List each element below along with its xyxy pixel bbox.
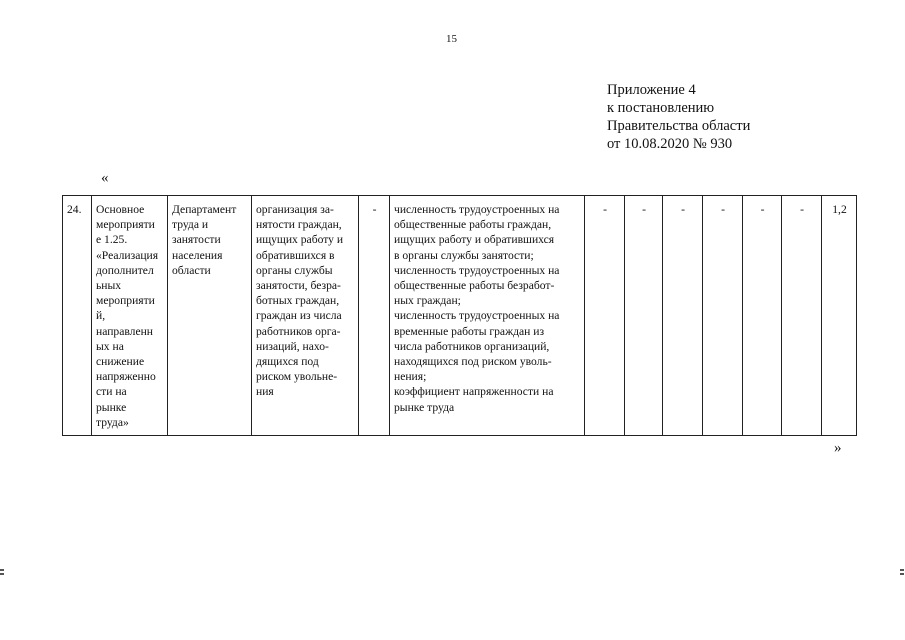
- cell-line: численность трудоустроенных на: [394, 263, 560, 277]
- cell-line: в органы службы занятости;: [394, 248, 534, 262]
- cell-line: численность трудоустроенных на: [394, 203, 560, 216]
- value-cell: [703, 196, 743, 436]
- cell-line: ьных: [96, 279, 122, 293]
- scan-edge-mark: [0, 573, 4, 575]
- cell-line: рынке: [96, 400, 127, 414]
- cell-line: ных граждан;: [394, 294, 461, 308]
- measures-table: [62, 195, 857, 436]
- cell-line: занятости, безра-: [256, 279, 341, 293]
- cell-line: органы службы: [256, 263, 333, 277]
- value: -: [603, 203, 607, 216]
- value: 1,2: [832, 203, 847, 216]
- cell-line: обратившихся в: [256, 248, 335, 262]
- cell-line: области: [172, 263, 211, 277]
- cell-line: работников орга-: [256, 324, 341, 338]
- cell-line: ищущих работу и: [256, 233, 344, 247]
- value-cell: [743, 196, 782, 436]
- dash-cell: [359, 196, 390, 436]
- cell-line: коэффициент напряженности на: [394, 385, 554, 399]
- row-number-cell: [63, 196, 92, 436]
- value: -: [760, 203, 765, 216]
- cell-line: дящихся под: [256, 355, 319, 369]
- event-cell: [92, 196, 168, 436]
- cell-line: «Реализация: [96, 248, 159, 262]
- appendix-header: [607, 81, 750, 153]
- cell-line: риском увольне-: [256, 370, 338, 384]
- cell-line: труда и: [172, 218, 209, 232]
- appendix-line: Приложение 4: [607, 82, 696, 98]
- cell-line: организация за-: [256, 203, 334, 216]
- page-number: 15: [446, 33, 457, 45]
- cell-line: ботных граждан,: [256, 294, 340, 308]
- value-cell: [625, 196, 663, 436]
- cell-line: низаций, нахо-: [256, 339, 329, 353]
- appendix-line: от 10.08.2020 № 930: [607, 136, 733, 152]
- opening-quote: «: [101, 170, 109, 186]
- value-cell: [782, 196, 822, 436]
- cell-line: направленн: [96, 324, 154, 338]
- scan-edge-mark: [900, 573, 904, 575]
- cell-line: занятости: [172, 233, 221, 247]
- cell-line: ния: [256, 385, 274, 399]
- participants-cell: [252, 196, 359, 436]
- appendix-line: Правительства области: [607, 118, 751, 134]
- cell-line: общественные работы граждан,: [394, 218, 552, 232]
- cell-line: численность трудоустроенных на: [394, 309, 560, 323]
- cell-line: й,: [96, 309, 106, 323]
- value-cell: [585, 196, 625, 436]
- cell-line: нятости граждан,: [256, 218, 342, 232]
- cell-line: нения;: [394, 370, 427, 384]
- cell-line: ых на: [96, 339, 124, 353]
- cell-line: населения: [172, 248, 223, 262]
- table-row: [63, 196, 857, 436]
- cell-line: мероприяти: [96, 294, 155, 308]
- scan-edge-mark: [0, 569, 4, 571]
- value: -: [642, 203, 646, 216]
- cell-line: числа работников организаций,: [394, 339, 550, 353]
- value-cell: [822, 196, 857, 436]
- cell-line: труда»: [96, 415, 129, 429]
- cell-line: находящихся под риском уволь-: [394, 355, 552, 369]
- executor-cell: [168, 196, 252, 436]
- appendix-line: к постановлению: [607, 100, 715, 116]
- cell-line: рынке труда: [394, 400, 455, 414]
- cell-line: снижение: [96, 355, 145, 369]
- cell-line: напряженно: [96, 370, 156, 384]
- cell-line: временные работы граждан из: [394, 324, 545, 338]
- value-cell: [663, 196, 703, 436]
- scan-edge-mark: [900, 569, 904, 571]
- value: -: [800, 203, 804, 216]
- row-number: 24.: [67, 203, 82, 216]
- value: -: [721, 203, 725, 216]
- cell-line: общественные работы безработ-: [394, 279, 555, 293]
- indicator-cell: [390, 196, 585, 436]
- cell-line: сти на: [96, 385, 127, 399]
- dash-value: -: [372, 203, 377, 216]
- cell-line: мероприяти: [96, 218, 155, 232]
- closing-quote: »: [834, 440, 842, 456]
- cell-line: дополнител: [96, 263, 154, 277]
- value: -: [681, 203, 685, 216]
- cell-line: Департамент: [172, 203, 237, 216]
- cell-line: граждан из числа: [256, 309, 342, 323]
- cell-line: е 1.25.: [96, 233, 128, 247]
- cell-line: Основное: [96, 203, 145, 216]
- cell-line: ищущих работу и обратившихся: [394, 233, 555, 247]
